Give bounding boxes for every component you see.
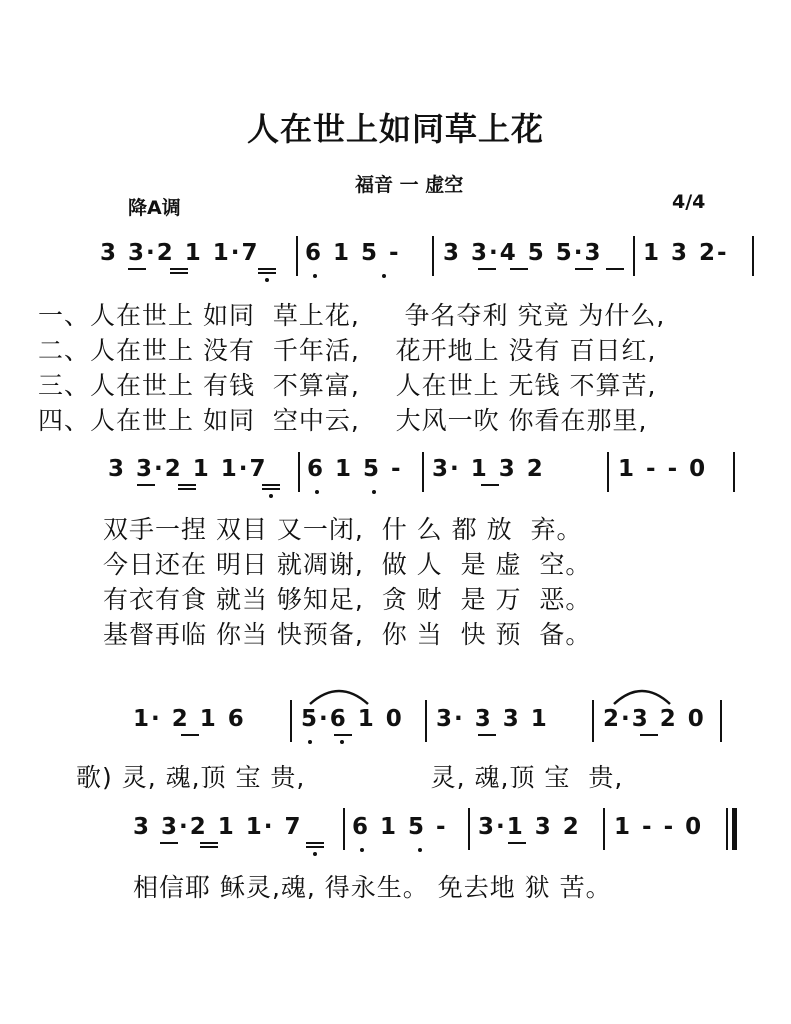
low-octave-dot <box>382 274 386 278</box>
measure-1-1: 3 3·2 1 1·7 <box>100 240 260 266</box>
slur-mark <box>308 684 370 706</box>
duration-underline <box>258 272 276 274</box>
barline <box>633 236 635 276</box>
barline <box>592 700 594 742</box>
barline <box>290 700 292 742</box>
barline <box>425 700 427 742</box>
duration-underline <box>306 846 324 848</box>
duration-underline <box>478 268 496 270</box>
verse-1-lyrics: 一、人在世上 如同 草上花, 争名夺利 究竟 为什么, <box>38 301 666 330</box>
chorus-lyrics-line4: 相信耶 稣灵,魂, 得永生。 免去地 狱 苦。 <box>133 873 612 902</box>
song-subtitle: 福音 一 虚空 <box>355 174 464 196</box>
duration-underline <box>181 734 199 736</box>
low-octave-dot <box>313 852 317 856</box>
duration-underline <box>200 842 218 844</box>
verse-3-lyrics-line2: 有衣有食 就当 够知足, 贪 财 是 万 恶。 <box>103 585 592 614</box>
duration-underline <box>262 488 280 490</box>
verse-3-lyrics: 三、人在世上 有钱 不算富, 人在世上 无钱 不算苦, <box>38 371 657 400</box>
barline <box>752 236 754 276</box>
measure-2-2: 6 1 5 - <box>307 456 403 482</box>
duration-underline <box>334 734 352 736</box>
measure-4-4: 1 - - 0 <box>614 814 704 840</box>
barline <box>607 452 609 492</box>
duration-underline <box>258 268 276 270</box>
low-octave-dot <box>315 490 319 494</box>
duration-underline <box>160 842 178 844</box>
barline <box>468 808 470 850</box>
duration-underline <box>306 842 324 844</box>
duration-underline <box>170 268 188 270</box>
final-barline-thick <box>732 808 737 850</box>
barline <box>720 700 722 742</box>
duration-underline <box>178 488 196 490</box>
slur-mark <box>612 684 672 706</box>
measure-3-2: 5·6 1 0 <box>301 706 404 732</box>
low-octave-dot <box>265 278 269 282</box>
key-signature: 降A调 <box>128 197 181 219</box>
barline <box>298 452 300 492</box>
duration-underline <box>137 484 155 486</box>
barline <box>733 452 735 492</box>
verse-4-lyrics-line2: 基督再临 你当 快预备, 你 当 快 预 备。 <box>103 620 592 649</box>
low-octave-dot <box>360 848 364 852</box>
measure-2-3: 3· 1 3 2 <box>432 456 545 482</box>
duration-underline <box>606 268 624 270</box>
duration-underline <box>262 484 280 486</box>
barline <box>296 236 298 276</box>
duration-underline <box>640 734 658 736</box>
verse-1-lyrics-line2: 双手一捏 双目 又一闭, 什 么 都 放 弃。 <box>103 515 583 544</box>
measure-1-4: 1 3 2- <box>643 240 729 266</box>
low-octave-dot <box>313 274 317 278</box>
duration-underline <box>200 846 218 848</box>
duration-underline <box>170 272 188 274</box>
low-octave-dot <box>269 494 273 498</box>
low-octave-dot <box>372 490 376 494</box>
low-octave-dot <box>340 740 344 744</box>
barline <box>603 808 605 850</box>
song-title: 人在世上如同草上花 <box>246 110 544 148</box>
final-barline-thin <box>726 808 728 850</box>
duration-underline <box>481 484 499 486</box>
measure-3-4: 2·3 2 0 <box>603 706 706 732</box>
measure-4-1: 3 3·2 1 1· 7 <box>133 814 303 840</box>
chorus-lyrics-line3: 歌) 灵, 魂,顶 宝 贵, 灵, 魂,顶 宝 贵, <box>76 763 624 792</box>
measure-3-3: 3· 3 3 1 <box>436 706 549 732</box>
verse-4-lyrics: 四、人在世上 如同 空中云, 大风一吹 你看在那里, <box>38 406 648 435</box>
duration-underline <box>178 484 196 486</box>
verse-2-lyrics-line2: 今日还在 明日 就凋谢, 做 人 是 虚 空。 <box>103 550 592 579</box>
barline <box>422 452 424 492</box>
measure-4-2: 6 1 5 - <box>352 814 448 840</box>
measure-4-3: 3·1 3 2 <box>478 814 581 840</box>
measure-2-4: 1 - - 0 <box>618 456 708 482</box>
barline <box>432 236 434 276</box>
low-octave-dot <box>308 740 312 744</box>
low-octave-dot <box>418 848 422 852</box>
duration-underline <box>508 842 526 844</box>
verse-2-lyrics: 二、人在世上 没有 千年活, 花开地上 没有 百日红, <box>38 336 657 365</box>
measure-1-3: 3 3·4 5 5·3 <box>443 240 603 266</box>
time-signature: 4/4 <box>672 191 706 213</box>
measure-3-1: 1· 2 1 6 <box>133 706 246 732</box>
measure-2-1: 3 3·2 1 1·7 <box>108 456 268 482</box>
barline <box>343 808 345 850</box>
duration-underline <box>575 268 593 270</box>
measure-1-2: 6 1 5 - <box>305 240 401 266</box>
duration-underline <box>128 268 146 270</box>
duration-underline <box>510 268 528 270</box>
duration-underline <box>478 734 496 736</box>
